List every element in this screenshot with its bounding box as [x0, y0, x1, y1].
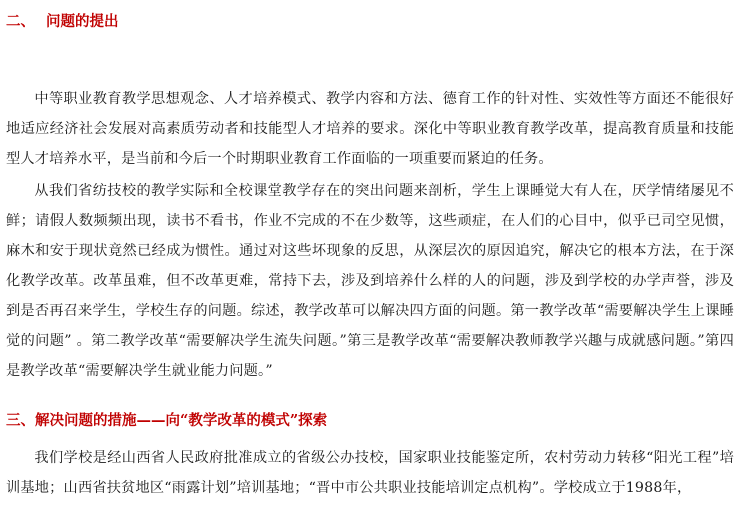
section-title: 问题的提出 [46, 13, 119, 30]
paragraph-education-reform: 中等职业教育教学思想观念、人才培养模式、教学内容和方法、德育工作的针对性、实效性等方面还不能很好地适应经济社会发展对高素质劳动者和技能型人才培养的要求。深化中等职业教育教学改革，提高教育质量和技能型人才培养水平，是当前和今后一个时期职业教育工作面临的一项重要而紧迫的任务。 [6, 91, 734, 167]
paragraph-school-intro: 我们学校是经山西省人民政府批准成立的省级公办技校，国家职业技能鉴定所，农村劳动力转移“阳光工程”培训基地；山西省扶贫地区“雨露计划”培训基地；“晋中市公共职业技能培训定点机构”。学校成立于1988年， [6, 450, 734, 496]
section-number: 二、 [6, 13, 35, 30]
section-heading-problem [6, 12, 119, 32]
section-heading-measures: 三、解决问题的措施——向“教学改革的模式”探索 [6, 412, 328, 429]
paragraph-school-problems: 从我们省纺技校的教学实际和全校课堂教学存在的突出问题来剖析，学生上课睡觉大有人在，厌学情绪屡见不鲜；请假人数频频出现，读书不看书，作业不完成的不在少数等，这些顽症，在人们的心目中，似乎已司空见惯，麻木和安于现状竟然已经成为惯性。通过对这些坏现象的反思，从深层次的原因追究，解决它的根本方法，在于深化教学改革。改革虽难，但不改革更难，常持下去，涉及到培养什么样的人的问题，涉及到学校的办学声誉，涉及到是否再召来学生，学校生存的问题。综述，教学改革可以解决四方面的问题。第一教学改革“需要解决学生上课睡觉的问题” 。第二教学改革“需要解决学生流失问题。”第三是教学改革“需要解决教师教学兴趣与成就感问题。”第四是教学改革“需要解决学生就业能力问题。” [6, 183, 734, 379]
